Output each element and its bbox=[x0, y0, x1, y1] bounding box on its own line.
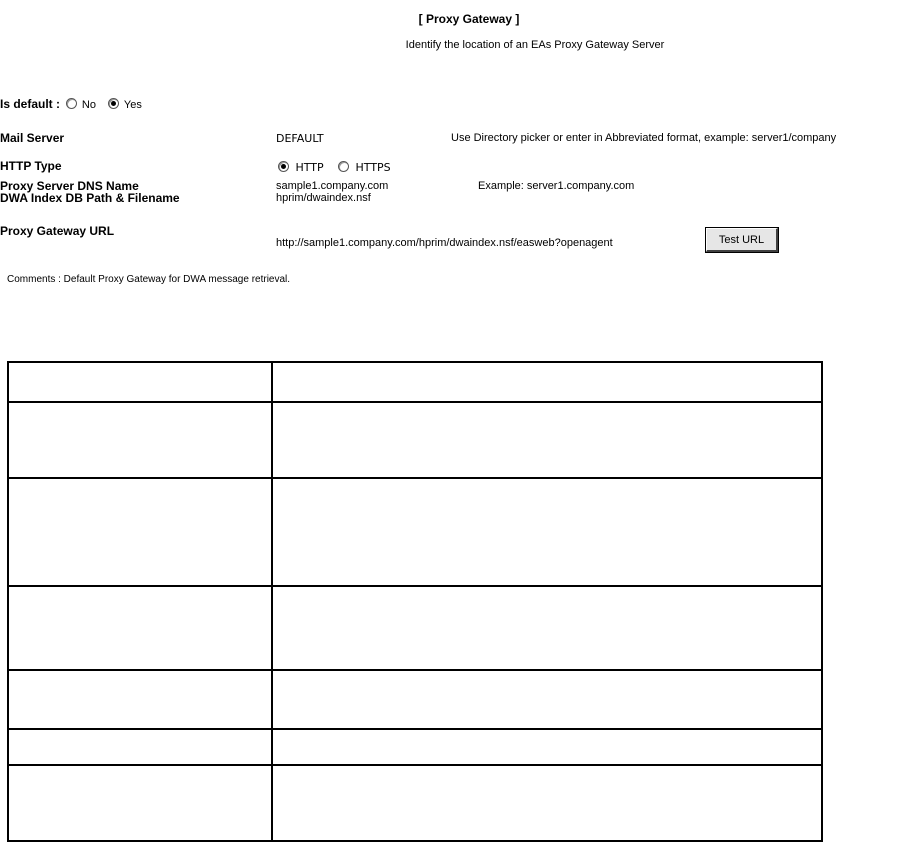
table-cell bbox=[8, 478, 272, 586]
is-default-yes-radio[interactable] bbox=[108, 98, 119, 109]
table-cell bbox=[8, 586, 272, 670]
table-cell bbox=[272, 362, 822, 402]
table-row bbox=[8, 765, 822, 841]
table-cell bbox=[272, 586, 822, 670]
table-cell bbox=[272, 478, 822, 586]
table-row bbox=[8, 402, 822, 478]
test-url-button[interactable]: Test URL bbox=[706, 228, 778, 252]
proxy-dns-hint: Example: server1.company.com bbox=[478, 180, 635, 192]
is-default-no-radio[interactable] bbox=[66, 98, 77, 109]
is-default-label: Is default : bbox=[0, 97, 61, 111]
https-label: HTTPS bbox=[355, 161, 391, 174]
mail-server-hint: Use Directory picker or enter in Abbreviated format, example: server1/company bbox=[451, 132, 837, 144]
table-cell bbox=[272, 402, 822, 478]
table-cell bbox=[8, 402, 272, 478]
mail-server-field[interactable]: DEFAULT bbox=[276, 132, 324, 145]
table-cell bbox=[272, 670, 822, 729]
http-label: HTTP bbox=[295, 161, 324, 174]
is-default-row bbox=[0, 95, 142, 113]
gateway-url-label: Proxy Gateway URL bbox=[0, 224, 115, 238]
is-default-no-label: No bbox=[81, 99, 96, 111]
page-subtitle: Identify the location of an EAs Proxy Gateway Server bbox=[405, 39, 665, 51]
http-type-group bbox=[278, 158, 391, 176]
table-cell bbox=[8, 670, 272, 729]
details-table bbox=[7, 361, 823, 842]
table-cell bbox=[8, 765, 272, 841]
table-cell bbox=[8, 362, 272, 402]
https-radio[interactable] bbox=[338, 161, 349, 172]
table-cell bbox=[272, 765, 822, 841]
dwa-index-field[interactable]: hprim/dwaindex.nsf bbox=[276, 192, 371, 204]
table-row bbox=[8, 670, 822, 729]
table-cell bbox=[272, 729, 822, 765]
is-default-yes-label: Yes bbox=[123, 99, 142, 111]
page-title: [ Proxy Gateway ] bbox=[418, 12, 520, 26]
http-type-label: HTTP Type bbox=[0, 159, 62, 173]
table-row bbox=[8, 586, 822, 670]
gateway-url-value: http://sample1.company.com/hprim/dwaindex.nsf/easweb?openagent bbox=[276, 237, 613, 249]
table-row bbox=[8, 362, 822, 402]
proxy-dns-label: Proxy Server DNS Name bbox=[0, 179, 139, 193]
comments-text: Comments : Default Proxy Gateway for DWA message retrieval. bbox=[7, 274, 291, 285]
table-cell bbox=[8, 729, 272, 765]
table-row bbox=[8, 478, 822, 586]
dwa-index-label: DWA Index DB Path & Filename bbox=[0, 191, 180, 205]
mail-server-label: Mail Server bbox=[0, 131, 65, 145]
proxy-dns-field[interactable]: sample1.company.com bbox=[276, 180, 389, 192]
table-row bbox=[8, 729, 822, 765]
http-radio[interactable] bbox=[278, 161, 289, 172]
